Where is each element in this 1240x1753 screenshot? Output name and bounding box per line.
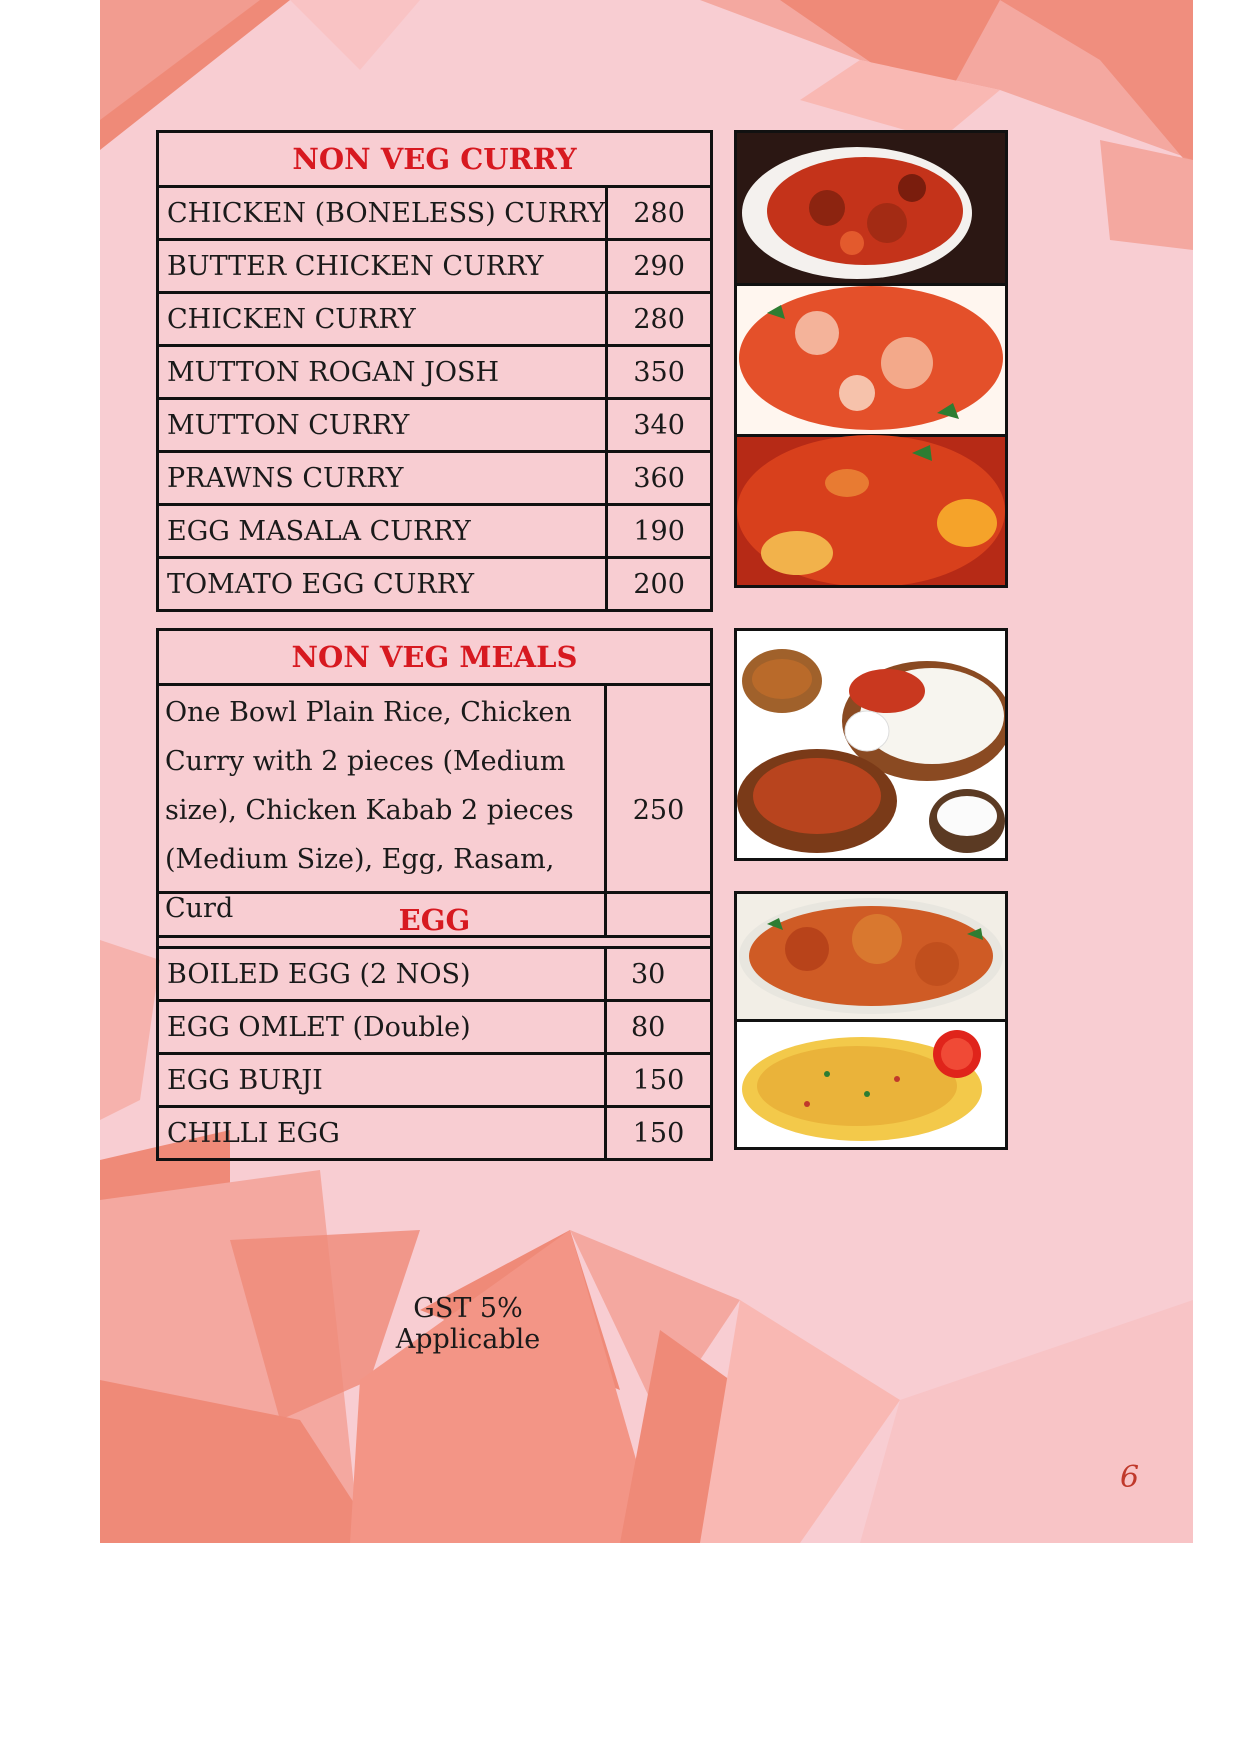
item-name: EGG BURJI [158,1054,606,1107]
meals-dish-image [737,631,1005,858]
page-number: 6 [1120,1460,1140,1495]
item-price: 190 [607,505,712,558]
curry-photos [734,130,1008,588]
item-name: BOILED EGG (2 NOS) [158,948,606,1001]
item-price: 150 [606,1054,712,1107]
item-price: 30 [606,948,712,1001]
egg-dish-image [737,894,1005,1147]
table-row [158,505,712,558]
item-name: CHILLI EGG [158,1107,606,1160]
non-veg-curry-table [156,130,713,612]
table-row [158,1054,712,1107]
item-name: CHICKEN (BONELESS) CURRY [158,187,607,240]
table-row [158,346,712,399]
menu-page [100,0,1193,1543]
table-header-row [158,132,712,187]
item-name: MUTTON ROGAN JOSH [158,346,607,399]
item-name: EGG OMLET (Double) [158,1001,606,1054]
table-row [158,399,712,452]
section-title-non-veg-curry: NON VEG CURRY [158,132,712,187]
item-name: TOMATO EGG CURRY [158,558,607,611]
section-title-non-veg-meals: NON VEG MEALS [158,630,712,685]
curry-dish-image [737,133,1005,585]
meal-description: One Bowl Plain Rice, Chicken Curry with 2 pieces (Medium size), Chicken Kabab 2 pieces (Medium Size), Egg, Rasam, Curd [158,685,606,937]
item-price: 340 [607,399,712,452]
item-price: 200 [607,558,712,611]
egg-photos [734,891,1008,1150]
table-row [158,187,712,240]
item-price: 280 [607,187,712,240]
item-name: PRAWNS CURRY [158,452,607,505]
item-price: 290 [607,240,712,293]
table-row [158,1107,712,1160]
item-price: 280 [607,293,712,346]
item-name: BUTTER CHICKEN CURRY [158,240,607,293]
table-row [158,1001,712,1054]
meal-price: 250 [606,685,712,937]
table-row [158,948,712,1001]
gst-note: GST 5% Applicable [395,1293,541,1355]
item-name: EGG MASALA CURRY [158,505,607,558]
table-row [158,240,712,293]
item-price: 350 [607,346,712,399]
item-price: 360 [607,452,712,505]
item-name: MUTTON CURRY [158,399,607,452]
table-row [158,293,712,346]
item-price: 150 [606,1107,712,1160]
meals-photo [734,628,1008,861]
table-row [158,558,712,611]
egg-table [156,891,713,1161]
table-row [158,452,712,505]
section-title-egg: EGG [158,893,712,948]
item-name: CHICKEN CURRY [158,293,607,346]
item-price: 80 [606,1001,712,1054]
